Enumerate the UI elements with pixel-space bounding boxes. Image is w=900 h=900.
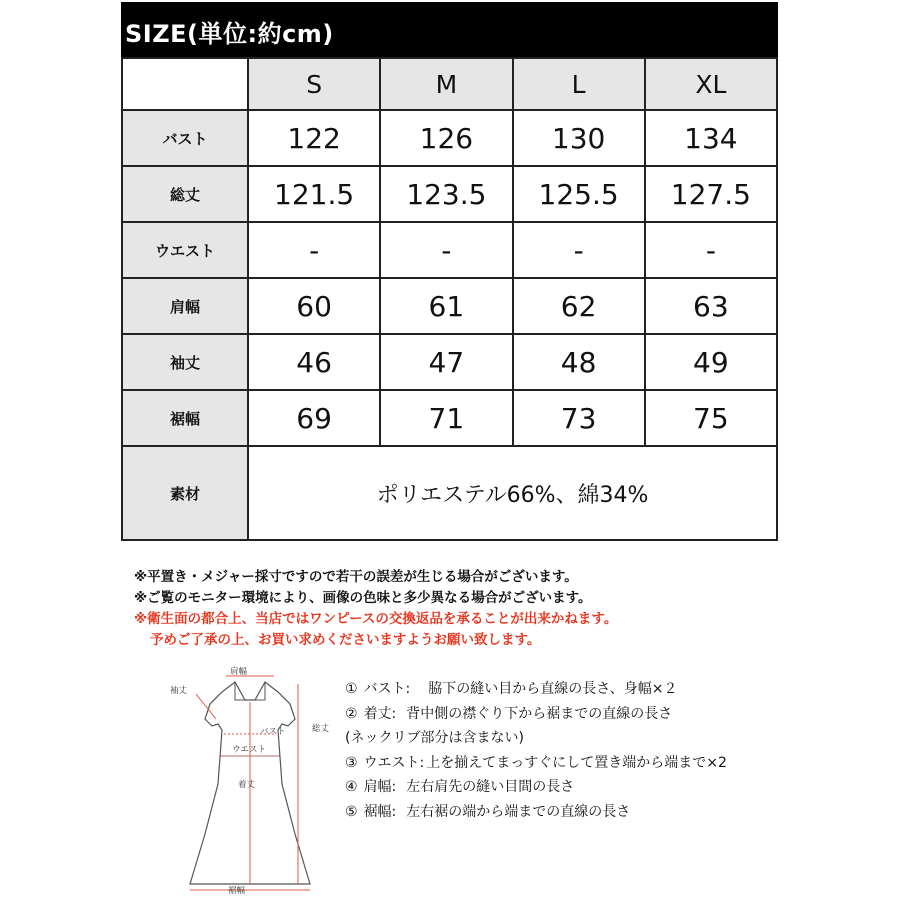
definition-desc: 背中側の襟ぐり下から裾までの直線の長さ: [406, 705, 673, 722]
row-label: 総丈: [122, 166, 248, 222]
row-label: 肩幅: [122, 278, 248, 334]
size-header-m: M: [380, 58, 512, 110]
table-cell: 123.5: [380, 166, 512, 222]
table-cell: -: [513, 222, 645, 278]
table-row-total-length: [122, 166, 777, 222]
table-cell: 121.5: [248, 166, 380, 222]
table-cell: 122: [248, 110, 380, 166]
notes-block: [134, 567, 834, 651]
definition-desc: 脇下の縫い目から直線の長さ、身幅×２: [428, 681, 678, 697]
table-cell: 61: [380, 278, 512, 334]
table-row-hem: [122, 390, 777, 446]
table-cell: 134: [645, 110, 777, 166]
table-cell: -: [380, 222, 512, 278]
table-cell: 125.5: [513, 166, 645, 222]
header-blank-cell: [122, 58, 248, 110]
dress-measurement-diagram: [160, 664, 340, 896]
material-value: ポリエステル66%、綿34%: [248, 446, 777, 540]
size-title-bar: [121, 2, 778, 57]
table-cell: 47: [380, 334, 512, 390]
definition-desc: 左右裾の端から端までの直線の長さ: [406, 803, 631, 820]
definition-item: [345, 726, 815, 751]
table-cell: 127.5: [645, 166, 777, 222]
table-cell: 69: [248, 390, 380, 446]
table-row-bust: [122, 110, 777, 166]
definition-term: 裾幅:: [363, 803, 397, 820]
definition-desc: 左右肩先の縫い目間の長さ: [406, 779, 575, 795]
definition-number: ③: [345, 754, 358, 771]
label-waist: ウエスト: [232, 745, 267, 755]
definition-number: ⑤: [345, 803, 358, 820]
table-cell: 130: [513, 110, 645, 166]
definition-item: [345, 800, 815, 825]
table-cell: 75: [645, 390, 777, 446]
table-cell: 126: [380, 110, 512, 166]
note-line-warning: ※衛生面の都合上、当店ではワンピースの交換返品を承ることが出来かねます。: [134, 611, 618, 627]
definition-item: [345, 751, 815, 776]
table-cell: -: [645, 222, 777, 278]
size-header-l: L: [513, 58, 645, 110]
table-cell: 62: [513, 278, 645, 334]
size-header-xl: XL: [645, 58, 777, 110]
row-label: 素材: [122, 446, 248, 540]
definition-item: [345, 775, 815, 800]
definition-number: ④: [345, 779, 358, 795]
note-line: ※ご覧のモニター環境により、画像の色味と多少異なる場合がございます。: [134, 590, 592, 606]
label-bust: バスト: [260, 727, 286, 737]
definition-term: 着丈:: [363, 705, 397, 722]
definition-number: ①: [345, 681, 358, 697]
definition-item: [345, 677, 815, 702]
table-cell: 48: [513, 334, 645, 390]
table-row-waist: [122, 222, 777, 278]
table-row-material: [122, 446, 777, 540]
definition-desc: 上を揃えてまっすぐにして置き端から端まで×2: [426, 754, 727, 771]
label-length: 着丈: [238, 780, 256, 790]
table-cell: 46: [248, 334, 380, 390]
label-sleeve: 袖丈: [170, 686, 188, 696]
size-title: SIZE(単位:約cm): [125, 20, 334, 48]
definition-term: ウエスト:: [363, 754, 425, 771]
definition-item: [345, 702, 815, 727]
label-shoulder: 肩幅: [230, 667, 248, 677]
size-table: [121, 57, 778, 541]
note-line-warning: 予めご了承の上、お買い求めくださいますようお願い致します。: [150, 632, 541, 648]
table-row-shoulder: [122, 278, 777, 334]
size-header-s: S: [248, 58, 380, 110]
row-label: ウエスト: [122, 222, 248, 278]
note-line: ※平置き・メジャー採寸ですので若干の誤差が生じる場合がございます。: [134, 569, 578, 585]
label-hem: 裾幅: [228, 886, 246, 896]
definition-term: バスト:: [363, 681, 411, 697]
definition-term: (ネックリブ部分は含まない): [345, 730, 524, 746]
table-cell: 63: [645, 278, 777, 334]
table-cell: 73: [513, 390, 645, 446]
row-label: 袖丈: [122, 334, 248, 390]
measurement-definitions: [345, 677, 815, 824]
label-total-length: 総丈: [312, 724, 330, 734]
table-cell: 71: [380, 390, 512, 446]
row-label: バスト: [122, 110, 248, 166]
table-cell: -: [248, 222, 380, 278]
table-row-sleeve: [122, 334, 777, 390]
table-cell: 60: [248, 278, 380, 334]
table-cell: 49: [645, 334, 777, 390]
size-header-row: [122, 58, 777, 110]
definition-number: ②: [345, 705, 358, 722]
definition-term: 肩幅:: [363, 779, 397, 795]
row-label: 裾幅: [122, 390, 248, 446]
